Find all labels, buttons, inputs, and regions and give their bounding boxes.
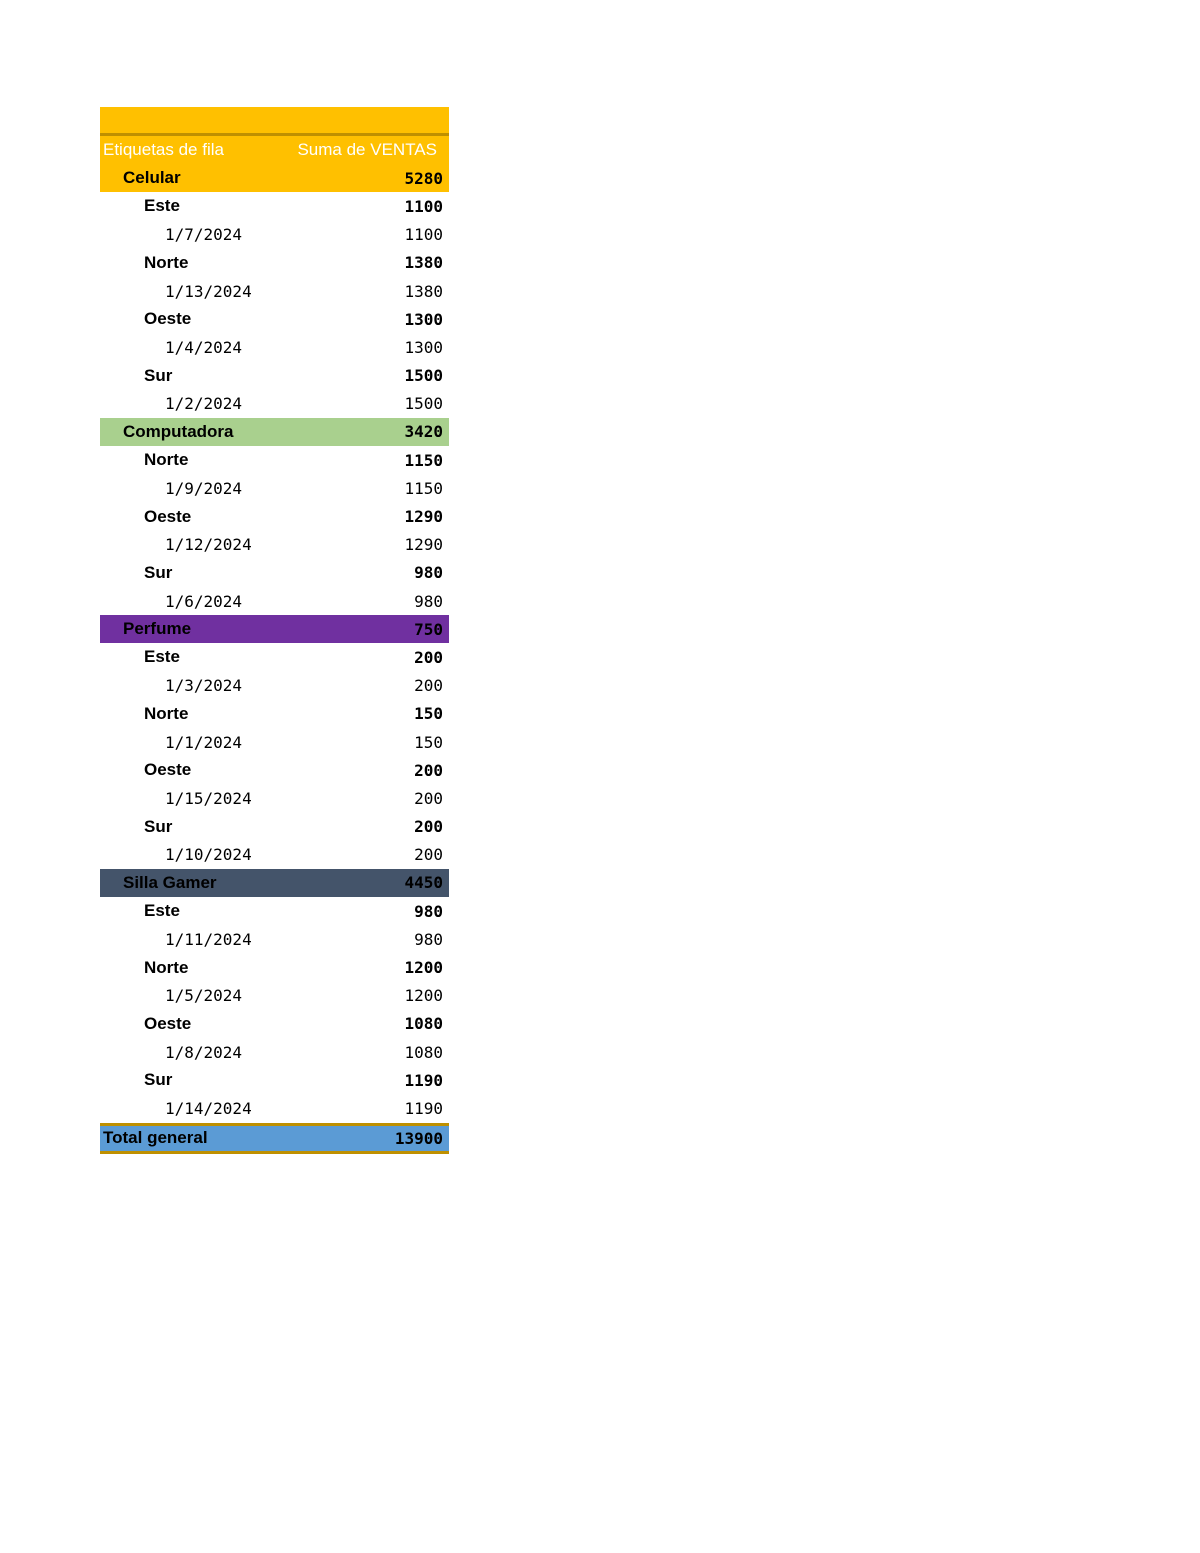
date-row-label: 1/10/2024: [165, 845, 252, 865]
date-row-value: 1290: [404, 535, 443, 555]
pivot-body: [100, 164, 449, 1122]
grand-total-row[interactable]: [100, 1123, 449, 1154]
pivot-table: [100, 107, 449, 1154]
date-row[interactable]: [100, 841, 449, 869]
region-row-value: 980: [414, 901, 443, 921]
region-row-label: Este: [144, 901, 180, 921]
date-row-label: 1/12/2024: [165, 535, 252, 555]
region-row-value: 1380: [404, 253, 443, 273]
region-row-value: 200: [414, 817, 443, 837]
date-row-value: 200: [414, 845, 443, 865]
date-row-label: 1/4/2024: [165, 337, 243, 357]
region-row[interactable]: [100, 953, 449, 981]
date-row-label: 1/14/2024: [165, 1098, 252, 1118]
region-row-value: 1100: [404, 196, 443, 216]
region-row[interactable]: [100, 362, 449, 390]
region-row-label: Oeste: [144, 1013, 192, 1033]
region-row[interactable]: [100, 305, 449, 333]
date-row[interactable]: [100, 333, 449, 361]
date-row[interactable]: [100, 982, 449, 1010]
date-row[interactable]: [100, 728, 449, 756]
group-row-value: 750: [414, 619, 443, 639]
date-row-value: 1300: [404, 337, 443, 357]
region-row-value: 1150: [404, 450, 443, 470]
region-row[interactable]: [100, 249, 449, 277]
date-row-label: 1/6/2024: [165, 591, 243, 611]
region-row-label: Oeste: [144, 760, 192, 780]
region-row[interactable]: [100, 756, 449, 784]
date-row-label: 1/13/2024: [165, 281, 252, 301]
date-row-label: 1/15/2024: [165, 788, 252, 808]
region-row-value: 200: [414, 647, 443, 667]
region-row-label: Oeste: [144, 506, 192, 526]
region-row-label: Oeste: [144, 309, 192, 329]
date-row-label: 1/9/2024: [165, 478, 243, 498]
date-row-label: 1/11/2024: [165, 929, 252, 949]
group-row-value: 3420: [404, 422, 443, 442]
grand-total-label: Total general: [103, 1128, 208, 1148]
region-row-label: Sur: [144, 365, 173, 385]
date-row[interactable]: [100, 1094, 449, 1122]
date-row-value: 1380: [404, 281, 443, 301]
region-row-label: Norte: [144, 252, 189, 272]
date-row-label: 1/3/2024: [165, 676, 243, 696]
region-row-value: 1200: [404, 958, 443, 978]
date-row[interactable]: [100, 1038, 449, 1066]
region-row[interactable]: [100, 559, 449, 587]
date-row-value: 200: [414, 788, 443, 808]
region-row[interactable]: [100, 897, 449, 925]
group-row[interactable]: [100, 418, 449, 446]
region-row-label: Sur: [144, 816, 173, 836]
region-row-label: Norte: [144, 703, 189, 723]
date-row-value: 200: [414, 676, 443, 696]
grand-total-value: 13900: [394, 1128, 443, 1148]
region-row-label: Norte: [144, 957, 189, 977]
date-row-value: 980: [414, 929, 443, 949]
date-row[interactable]: [100, 390, 449, 418]
region-row-value: 1080: [404, 1014, 443, 1034]
region-row-value: 200: [414, 760, 443, 780]
region-row[interactable]: [100, 700, 449, 728]
date-row-label: 1/1/2024: [165, 732, 243, 752]
group-row[interactable]: [100, 164, 449, 192]
date-row[interactable]: [100, 784, 449, 812]
region-row-label: Este: [144, 196, 180, 216]
date-row-label: 1/5/2024: [165, 986, 243, 1006]
region-row[interactable]: [100, 1066, 449, 1094]
group-row-value: 5280: [404, 168, 443, 188]
region-row-label: Sur: [144, 1070, 173, 1090]
date-row-value: 980: [414, 591, 443, 611]
sum-ventas-header[interactable]: Suma de VENTAS: [297, 140, 437, 160]
date-row-value: 1500: [404, 394, 443, 414]
region-row[interactable]: [100, 1010, 449, 1038]
region-row[interactable]: [100, 502, 449, 530]
date-row-label: 1/8/2024: [165, 1042, 243, 1062]
region-row[interactable]: [100, 643, 449, 671]
date-row[interactable]: [100, 277, 449, 305]
region-row-label: Norte: [144, 450, 189, 470]
date-row-value: 150: [414, 732, 443, 752]
region-row-label: Sur: [144, 562, 173, 582]
date-row-value: 1100: [404, 225, 443, 245]
date-row[interactable]: [100, 925, 449, 953]
group-row-label: Computadora: [123, 421, 234, 441]
date-row[interactable]: [100, 221, 449, 249]
group-row-label: Celular: [123, 168, 181, 188]
group-row-value: 4450: [404, 873, 443, 893]
region-row-value: 150: [414, 704, 443, 724]
region-row-value: 1300: [404, 309, 443, 329]
date-row[interactable]: [100, 474, 449, 502]
group-row[interactable]: [100, 615, 449, 643]
date-row-value: 1080: [404, 1042, 443, 1062]
date-row-value: 1200: [404, 986, 443, 1006]
pivot-header-row[interactable]: [100, 136, 449, 164]
date-row[interactable]: [100, 531, 449, 559]
region-row[interactable]: [100, 192, 449, 220]
region-row-value: 980: [414, 563, 443, 583]
date-row-value: 1190: [404, 1098, 443, 1118]
group-row[interactable]: [100, 869, 449, 897]
date-row-label: 1/7/2024: [165, 225, 243, 245]
group-row-label: Silla Gamer: [123, 872, 217, 892]
region-row-value: 1190: [404, 1070, 443, 1090]
pivot-top-band: [100, 107, 449, 136]
region-row[interactable]: [100, 446, 449, 474]
region-row-value: 1290: [404, 507, 443, 527]
date-row-value: 1150: [404, 478, 443, 498]
date-row[interactable]: [100, 672, 449, 700]
region-row[interactable]: [100, 813, 449, 841]
region-row-label: Este: [144, 647, 180, 667]
row-labels-header[interactable]: Etiquetas de fila: [103, 140, 224, 160]
date-row[interactable]: [100, 587, 449, 615]
region-row-value: 1500: [404, 366, 443, 386]
group-row-label: Perfume: [123, 619, 192, 639]
date-row-label: 1/2/2024: [165, 394, 243, 414]
